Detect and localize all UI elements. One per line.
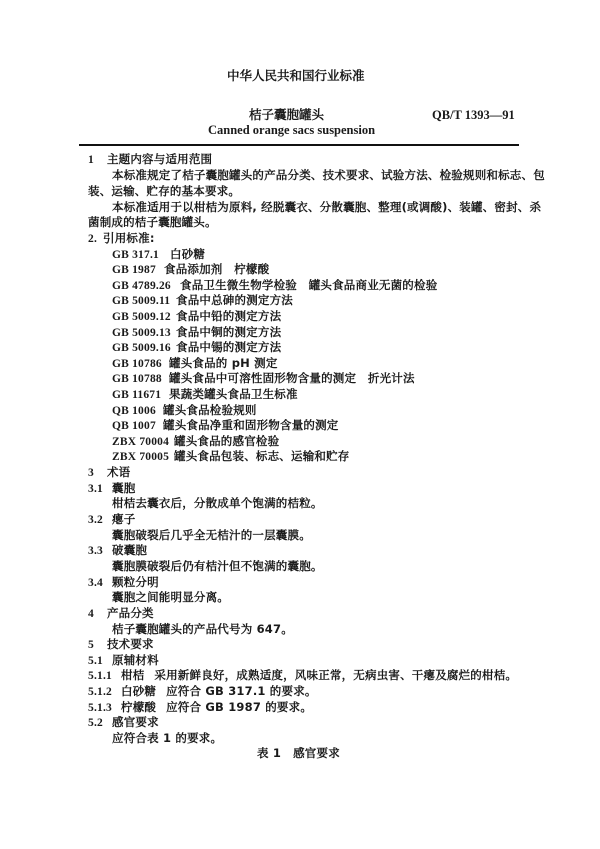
section-1-heading (88, 154, 212, 167)
term-name: 破囊胞 (112, 543, 148, 557)
term-definition: 囊胞膜破裂后仍有桔汁但不饱满的囊胞。 (112, 559, 323, 573)
reference-name: 白砂糖 (170, 247, 206, 261)
section-title: 引用标准: (103, 231, 155, 245)
reference-code: QB 1007 (112, 420, 156, 432)
subsection-number: 5.1 (88, 655, 103, 667)
reference-item (112, 389, 298, 402)
reference-code: GB 4789.26 (112, 280, 171, 292)
reference-name: 罐头食品包装、标志、运输和贮存 (174, 449, 350, 463)
term-heading (88, 577, 159, 590)
reference-name: 罐头食品净重和固形物含量的测定 (163, 418, 339, 432)
term-heading (88, 545, 147, 558)
document-title-en: Canned orange sacs suspension (208, 123, 376, 137)
section-title: 产品分类 (106, 606, 154, 620)
reference-item (112, 373, 415, 386)
reference-item (112, 327, 281, 340)
term-name: 囊胞 (112, 481, 136, 495)
reference-code: ZBX 70004 (112, 436, 170, 448)
section-2-heading (88, 233, 155, 246)
paragraph-line: 本标准规定了桔子囊胞罐头的产品分类、技术要求、试验方法、检验规则和标志、包 (112, 168, 545, 182)
reference-item (112, 249, 205, 262)
term-name: 瘪子 (112, 512, 136, 526)
term-name: 颗粒分明 (112, 575, 159, 589)
clause-text: 应符合 GB 1987 的要求。 (166, 700, 313, 714)
paragraph-line: 桔子囊胞罐头的产品代号为 647。 (112, 622, 293, 636)
reference-item (112, 405, 257, 418)
reference-code: QB 1006 (112, 405, 156, 417)
clause-5-1-1 (88, 670, 517, 683)
reference-name: 果蔬类罐头食品卫生标准 (169, 387, 298, 401)
paragraph-line: 本标准适用于以柑桔为原料, 经脱囊衣、分散囊胞、整理(或调酸)、装罐、密封、杀 (112, 200, 542, 214)
reference-name: 食品中铜的测定方法 (176, 325, 282, 339)
reference-name: 食品中锡的测定方法 (176, 340, 282, 354)
clause-number: 5.1.3 (88, 702, 112, 714)
document-title-cn: 桔子囊胞罐头 (249, 107, 325, 122)
clause-number: 5.1.2 (88, 686, 112, 698)
reference-code: GB 317.1 (112, 249, 159, 261)
section-title: 技术要求 (106, 637, 154, 651)
reference-code: GB 11671 (112, 389, 162, 401)
reference-name: 罐头食品检验规则 (163, 403, 257, 417)
paragraph-line: 菌制成的桔子囊胞罐头。 (88, 215, 217, 229)
section-number: 3 (88, 467, 94, 479)
section-number: 1 (88, 154, 94, 166)
reference-name: 食品卫生微生物学检验 罐头食品商业无菌的检验 (180, 278, 438, 292)
reference-code: GB 5009.13 (112, 327, 171, 339)
reference-code: GB 5009.12 (112, 311, 171, 323)
reference-name: 罐头食品中可溶性固形物含量的测定 折光计法 (169, 371, 415, 385)
reference-code: GB 10786 (112, 358, 162, 370)
term-definition: 囊胞之间能明显分离。 (112, 590, 229, 604)
reference-code: GB 10788 (112, 373, 162, 385)
clause-text: 应符合 GB 317.1 的要求。 (166, 684, 317, 698)
section-5-heading (88, 639, 154, 652)
term-number: 3.3 (88, 545, 103, 557)
reference-item (112, 264, 269, 277)
reference-name: 罐头食品的 pH 测定 (169, 356, 278, 370)
reference-item (112, 311, 281, 324)
clause-term: 柠檬酸 (121, 700, 157, 714)
reference-item (112, 342, 281, 355)
reference-code: GB 5009.11 (112, 295, 171, 307)
table-1-caption (257, 748, 340, 760)
reference-name: 食品中铅的测定方法 (176, 309, 282, 323)
term-definition: 囊胞破裂后几乎全无桔汁的一层囊膜。 (112, 528, 311, 542)
reference-code: GB 1987 (112, 264, 156, 276)
clause-5-1-2 (88, 686, 317, 699)
reference-item (112, 358, 278, 371)
term-heading (88, 514, 135, 527)
section-number: 2. (88, 233, 98, 245)
reference-name: 罐头食品的感官检验 (174, 434, 280, 448)
term-definition: 柑桔去囊衣后，分散成单个饱满的桔粒。 (112, 496, 323, 510)
reference-code: ZBX 70005 (112, 451, 170, 463)
term-number: 3.2 (88, 514, 103, 526)
subsection-title: 原辅材料 (112, 653, 159, 667)
issuing-authority: 中华人民共和国行业标准 (227, 68, 365, 83)
clause-5-1-3 (88, 702, 312, 715)
section-title: 术语 (106, 465, 131, 479)
subsection-5-2-heading (88, 717, 159, 730)
subsection-5-1-heading (88, 655, 159, 668)
term-number: 3.1 (88, 483, 103, 495)
subsection-title: 感官要求 (112, 715, 159, 729)
section-number: 4 (88, 608, 94, 620)
term-number: 3.4 (88, 577, 103, 589)
reference-code: GB 5009.16 (112, 342, 171, 354)
table-title: 感官要求 (293, 746, 340, 760)
reference-item (112, 295, 293, 308)
clause-text: 采用新鲜良好，成熟适度，风味正常，无病虫害、干瘪及腐烂的柑桔。 (154, 668, 518, 682)
table-number: 表 1 (257, 746, 282, 760)
paragraph-line: 装、运输、贮存的基本要求。 (88, 184, 241, 198)
reference-item (112, 436, 279, 449)
section-title: 主题内容与适用范围 (106, 152, 213, 166)
section-4-heading (88, 608, 154, 621)
reference-item (112, 280, 437, 293)
reference-name: 食品中总砷的测定方法 (176, 293, 293, 307)
paragraph-line: 应符合表 1 的要求。 (112, 731, 223, 745)
reference-name: 食品添加剂 柠檬酸 (164, 262, 270, 276)
clause-term: 白砂糖 (121, 684, 157, 698)
section-number: 5 (88, 639, 94, 651)
section-3-heading (88, 467, 130, 480)
clause-number: 5.1.1 (88, 670, 112, 682)
clause-term: 柑桔 (121, 668, 145, 682)
reference-item (112, 451, 350, 464)
reference-item (112, 420, 339, 433)
standard-number: QB/T 1393—91 (432, 108, 515, 122)
header-divider (79, 144, 519, 146)
subsection-number: 5.2 (88, 717, 103, 729)
term-heading (88, 483, 135, 496)
